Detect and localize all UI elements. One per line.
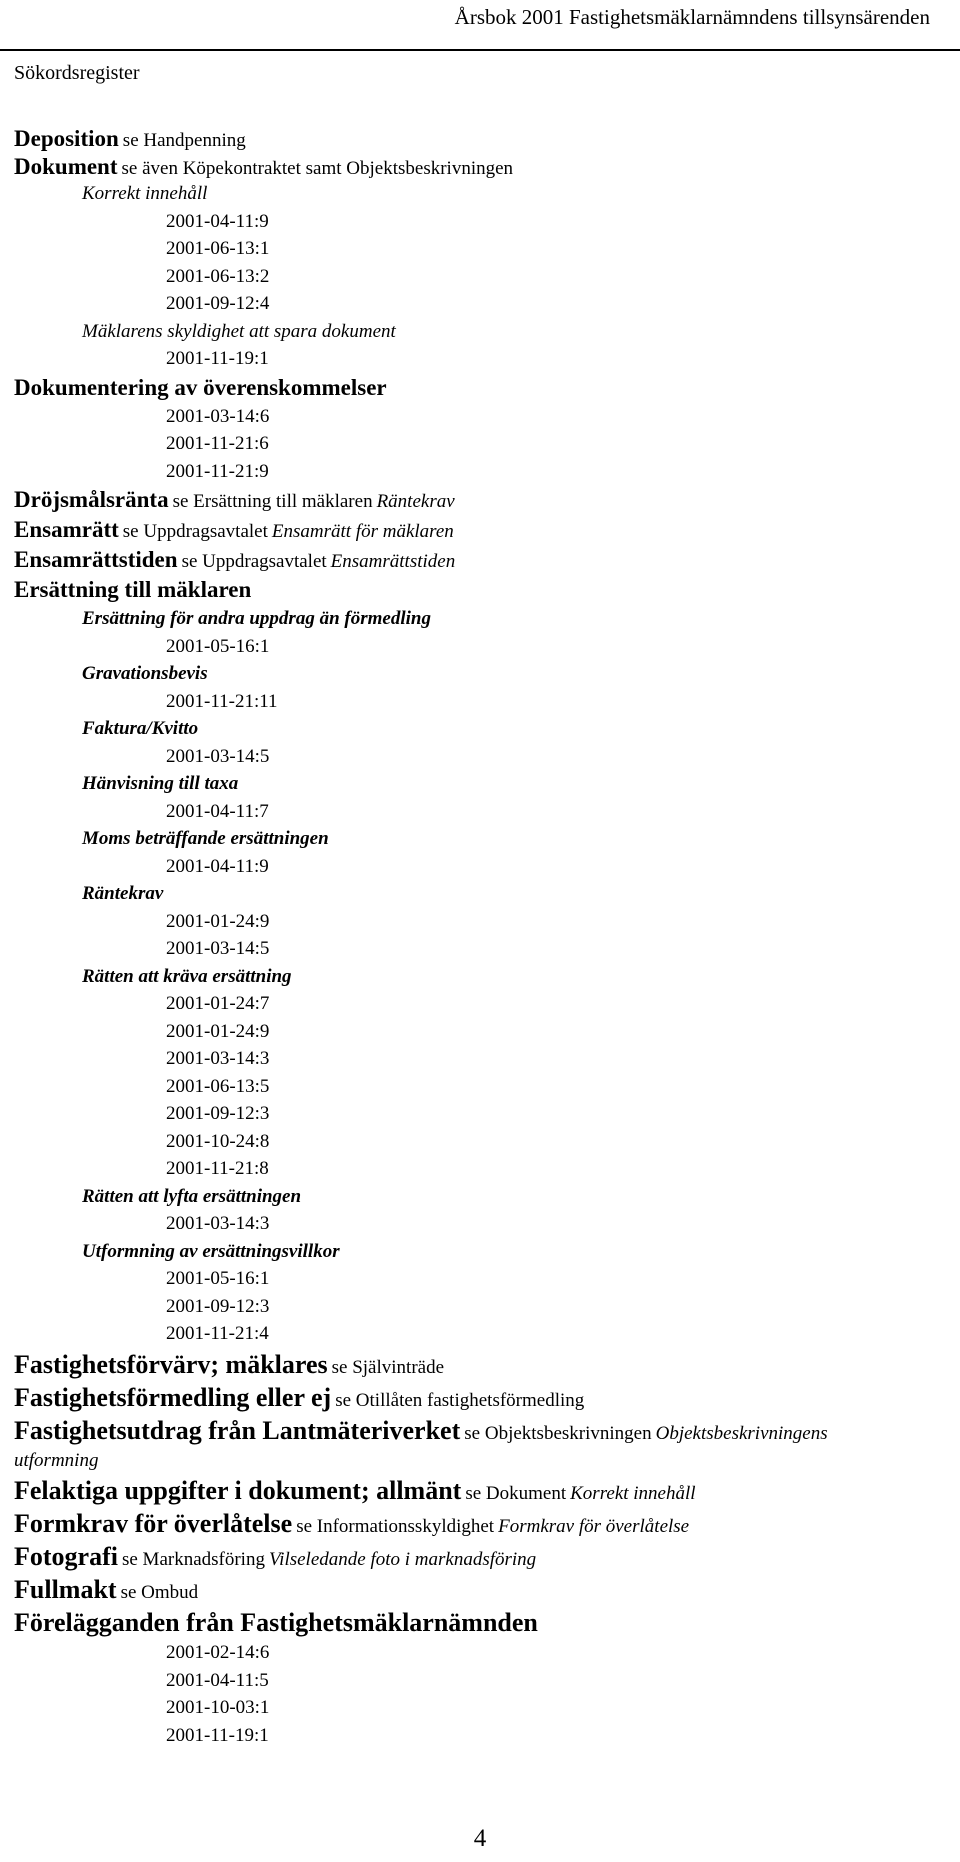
index-cross-reference-topic: Ensamrätt för mäklaren bbox=[271, 521, 454, 542]
index-date-reference: 2001-03-14:3 bbox=[166, 1048, 270, 1069]
index-date-reference: 2001-03-14:3 bbox=[166, 1213, 270, 1234]
index-entry-dokument bbox=[0, 153, 960, 181]
header-divider bbox=[0, 49, 960, 51]
index-date-reference: 2001-06-13:1 bbox=[166, 238, 270, 259]
index-subentry: Mäklarens skyldighet att spara dokument bbox=[82, 320, 396, 342]
index-term: Dokumentering av överenskommelser bbox=[14, 374, 387, 400]
index-date-reference: 2001-10-24:8 bbox=[166, 1130, 270, 1152]
index-cross-reference: se Dokument bbox=[465, 1483, 567, 1504]
index-cross-reference-topic-continued: utformning bbox=[14, 1449, 99, 1471]
index-cross-reference: se Ersättning till mäklaren bbox=[172, 491, 373, 512]
index-subentry: Faktura/Kvitto bbox=[82, 718, 199, 739]
index-date-reference: 2001-01-24:9 bbox=[166, 910, 270, 932]
index-cross-reference-topic: Ensamrättstiden bbox=[330, 551, 456, 572]
index-entry-formkrav bbox=[0, 1507, 960, 1540]
index-entry-ensamratt bbox=[0, 515, 960, 545]
index-subentry: Rätten att kräva ersättning bbox=[82, 965, 292, 987]
index-cross-reference: se Självinträde bbox=[331, 1356, 445, 1378]
index-term: Felaktiga uppgifter i dokument; allmänt bbox=[14, 1476, 462, 1505]
index-cross-reference-topic: Vilseledande foto i marknadsföring bbox=[268, 1549, 537, 1570]
index-cross-reference: se Marknadsföring bbox=[121, 1549, 265, 1570]
index-date-reference: 2001-11-21:11 bbox=[166, 690, 278, 712]
index-term: Fullmakt bbox=[14, 1575, 117, 1604]
index-date-reference: 2001-04-11:9 bbox=[166, 210, 269, 232]
index-entry-fastighetsutdrag bbox=[0, 1414, 960, 1447]
index-date-reference: 2001-11-19:1 bbox=[166, 1724, 269, 1746]
index-entry-dokumentering bbox=[0, 373, 960, 403]
index-entry-deposition bbox=[0, 125, 960, 153]
index-date-reference: 2001-11-21:8 bbox=[166, 1158, 269, 1179]
index-subentry: Moms beträffande ersättningen bbox=[82, 828, 329, 849]
index-term: Ensamrätt bbox=[14, 517, 119, 542]
index-subentry: Hänvisning till taxa bbox=[82, 773, 239, 794]
index-entry-drojsmalsranta bbox=[0, 485, 960, 515]
index-term: Deposition bbox=[14, 126, 119, 151]
index-date-reference: 2001-02-14:6 bbox=[166, 1642, 270, 1663]
index-date-reference: 2001-11-21:9 bbox=[166, 460, 269, 482]
index-cross-reference: se Handpenning bbox=[122, 130, 246, 151]
index-date-reference: 2001-01-24:7 bbox=[166, 993, 270, 1014]
index-date-reference: 2001-05-16:1 bbox=[166, 1268, 270, 1289]
index-cross-reference: se även Köpekontraktet samt Objektsbeskrivningen bbox=[121, 157, 514, 179]
index-date-reference: 2001-03-14:6 bbox=[166, 405, 270, 427]
index-date-reference: 2001-03-14:5 bbox=[166, 745, 270, 767]
index-cross-reference-topic: Formkrav för överlåtelse bbox=[498, 1516, 690, 1537]
index-date-reference: 2001-06-13:5 bbox=[166, 1075, 270, 1097]
index-term: Fastighetsutdrag från Lantmäteriverket bbox=[14, 1415, 461, 1445]
index-date-reference: 2001-05-16:1 bbox=[166, 635, 270, 657]
index-term: Förelägganden från Fastighetsmäklarnämnden bbox=[14, 1608, 538, 1637]
index-date-reference: 2001-03-14:5 bbox=[166, 938, 270, 959]
index-term: Formkrav för överlåtelse bbox=[14, 1509, 293, 1538]
index-cross-reference: se Informationsskyldighet bbox=[296, 1516, 495, 1537]
index-subentry: Korrekt innehåll bbox=[82, 183, 208, 204]
index-cross-reference: se Otillåten fastighetsförmedling bbox=[335, 1389, 585, 1411]
index-date-reference: 2001-11-21:4 bbox=[166, 1323, 269, 1344]
index-entries bbox=[0, 125, 960, 1749]
index-term: Fastighetsförmedling eller ej bbox=[14, 1382, 332, 1412]
index-term: Dokument bbox=[14, 153, 118, 179]
index-entry-fotografi bbox=[0, 1540, 960, 1573]
index-date-reference: 2001-01-24:9 bbox=[166, 1020, 270, 1042]
index-subentry: Utformning av ersättningsvillkor bbox=[82, 1240, 340, 1262]
index-cross-reference-topic: Räntekrav bbox=[376, 491, 455, 512]
index-date-reference: 2001-09-12:4 bbox=[166, 293, 270, 314]
index-subentry: Gravationsbevis bbox=[82, 663, 208, 684]
index-entry-fullmakt bbox=[0, 1573, 960, 1606]
index-entry-forelagganden bbox=[0, 1606, 960, 1639]
index-term: Fotografi bbox=[14, 1542, 118, 1571]
page-number: 4 bbox=[473, 1825, 487, 1852]
index-date-reference: 2001-04-11:5 bbox=[166, 1669, 269, 1691]
index-date-reference: 2001-11-21:6 bbox=[166, 433, 269, 454]
index-cross-reference: se Uppdragsavtalet bbox=[181, 551, 327, 572]
index-entry-fastighetsformedling bbox=[0, 1381, 960, 1414]
index-cross-reference: se Uppdragsavtalet bbox=[122, 521, 268, 542]
index-entry-felaktiga-uppgifter bbox=[0, 1474, 960, 1507]
page-header-title: Årsbok 2001 Fastighetsmäklarnämndens tillsynsärenden bbox=[454, 5, 930, 29]
index-cross-reference-topic: Objektsbeskrivningens bbox=[655, 1422, 828, 1444]
index-cross-reference-topic: Korrekt innehåll bbox=[570, 1483, 696, 1504]
index-date-reference: 2001-10-03:1 bbox=[166, 1697, 270, 1718]
index-subentry: Räntekrav bbox=[82, 883, 164, 904]
index-cross-reference: se Objektsbeskrivningen bbox=[464, 1422, 652, 1444]
index-subentry: Rätten att lyfta ersättningen bbox=[82, 1185, 302, 1207]
index-date-reference: 2001-04-11:9 bbox=[166, 855, 269, 877]
index-entry-ersattning bbox=[0, 575, 960, 605]
index-entry-fastighetsforvarv bbox=[0, 1348, 960, 1381]
index-date-reference: 2001-06-13:2 bbox=[166, 265, 270, 287]
index-date-reference: 2001-04-11:7 bbox=[166, 800, 269, 822]
index-term: Dröjsmålsränta bbox=[14, 487, 169, 512]
index-term: Fastighetsförvärv; mäklares bbox=[14, 1349, 328, 1379]
index-subentry: Ersättning för andra uppdrag än förmedling bbox=[82, 608, 431, 629]
index-term: Ersättning till mäklaren bbox=[14, 577, 252, 602]
index-cross-reference: se Ombud bbox=[120, 1582, 199, 1603]
index-date-reference: 2001-09-12:3 bbox=[166, 1103, 270, 1124]
index-date-reference: 2001-09-12:3 bbox=[166, 1295, 270, 1317]
section-label: Sökordsregister bbox=[14, 62, 140, 84]
index-date-reference: 2001-11-19:1 bbox=[166, 348, 269, 369]
index-entry-ensamrattstiden bbox=[0, 545, 960, 575]
index-term: Ensamrättstiden bbox=[14, 547, 178, 572]
